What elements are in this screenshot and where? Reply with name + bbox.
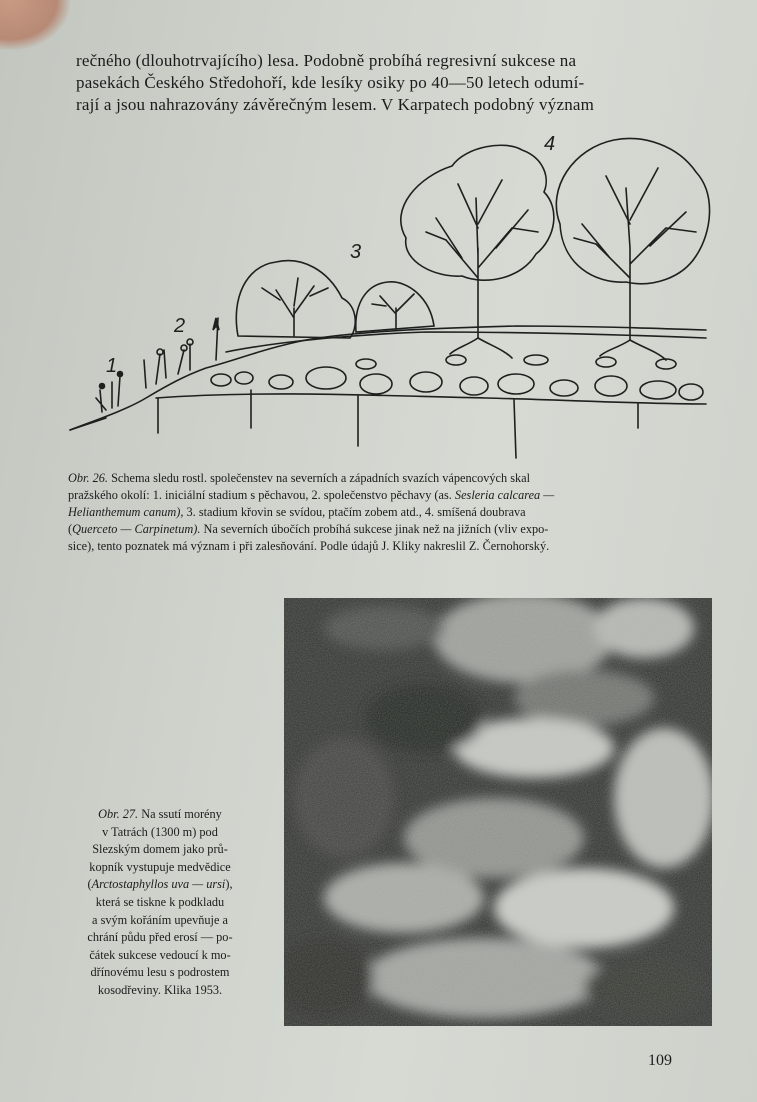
page-number: 109: [648, 1052, 672, 1069]
moraine-photograph: [284, 598, 712, 1026]
stage-label-4: 4: [544, 133, 556, 155]
caption-figure-27: Obr. 27. Na ssutí morény v Tatrách (1300 m) pod Slezským domem jako prů- kopník vystupuje medvědice (Arctostaphyllos uva — ursi), která se tiskne k podkladu a svým kořáním upevňuje a chrání půdu před erosí — po- čátek sukcese vedoucí k mo- dřínovému lesu s podrostem kosodřeviny. Klika 1953.: [87, 807, 233, 997]
caption-label: Obr. 27.: [98, 807, 139, 821]
body-line: rečného (dlouhotrvajícího) lesa. Podobně probíhá regresivní sukcese na: [76, 51, 577, 70]
thumb-in-corner: [0, 0, 70, 50]
stage-label-1: 1: [106, 355, 118, 377]
caption-figure-26: Obr. 26. Schema sledu rostl. společenstev na severních a západních svazích vápencových skal pražského okolí: 1. iniciální stadium s pěchavou, 2. společenstvo pěchavy (as. Sesleria calcarea — Helianthemum canum), 3. stadium křovin se svídou, ptačím zobem atd., 4. smíšená doubrava (Querceto — Carpinetum). Na severních úbočích probíhá sukcese jinak než na jižních (vliv expo- sice), tento poznatek má význam i při zalesňování. Podle údajů J. Kliky nakreslil Z. Černohorský.: [68, 471, 555, 553]
succession-illustration: [66, 128, 716, 468]
caption-label: Obr. 26.: [68, 471, 108, 485]
shrub-canopy: [236, 261, 355, 338]
body-text: [76, 50, 716, 116]
body-line: pasekách Českého Středohoří, kde lesíky osiky po 40—50 letech odumí-: [76, 73, 585, 92]
shrub-canopy: [356, 282, 434, 332]
stage-label-2: 2: [174, 315, 186, 337]
body-line: rají a jsou nahrazovány závěrečným lesem. V Karpatech podobný význam: [76, 95, 595, 114]
stage-label-3: 3: [350, 241, 362, 263]
